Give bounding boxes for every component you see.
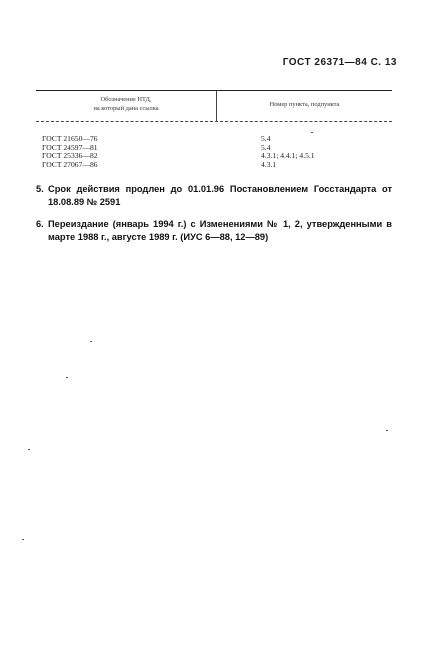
scan-speck [66,377,68,378]
scan-speck [90,341,92,342]
table-cell-doc: ГОСТ 25336—82 [42,151,98,161]
table-cell-doc: ГОСТ 27067—86 [42,159,98,169]
reference-table [36,90,392,169]
page-header: ГОСТ 26371—84 С. 13 [282,57,397,68]
table-cell-ref: 5.4 [261,142,271,152]
item-6 [36,218,392,244]
table-cell-doc: ГОСТ 21650—76 [42,134,98,143]
item-5 [36,183,392,209]
table-cell-ref: 4.3.1; 4.4.1; 4.5.1 [261,151,315,161]
scan-speck [22,539,24,540]
column-header-document-line-2: на который дана ссылка [93,104,159,112]
scan-speck [386,430,388,431]
document-column [36,135,216,169]
column-header-document-line-1: Обозначение НТД, [100,96,152,103]
table-header-row [36,91,392,121]
scan-speck [28,449,30,450]
column-header-clause: Номер пункта, подпункта [269,101,340,108]
item-text: Переиздание (январь 1994 г.) с Изменениями № 1, 2, утвержденными в марте 1988 г., августе 1989 г. (ИУС 6—88, 12—89) [48,219,392,242]
scan-speck [311,132,313,133]
item-text: Срок действия продлен до 01.01.96 Постановлением Госстандарта от 18.08.89 № 2591 [48,184,392,207]
clause-column [216,135,392,169]
table-cell-ref: 5.4 [261,134,271,143]
table-body [36,122,392,169]
item-number: 5. [36,184,44,194]
table-cell-doc: ГОСТ 24597—81 [42,142,98,152]
item-number: 6. [36,219,44,229]
column-header-document [36,91,217,121]
table-cell-ref: 4.3.1 [261,159,277,169]
